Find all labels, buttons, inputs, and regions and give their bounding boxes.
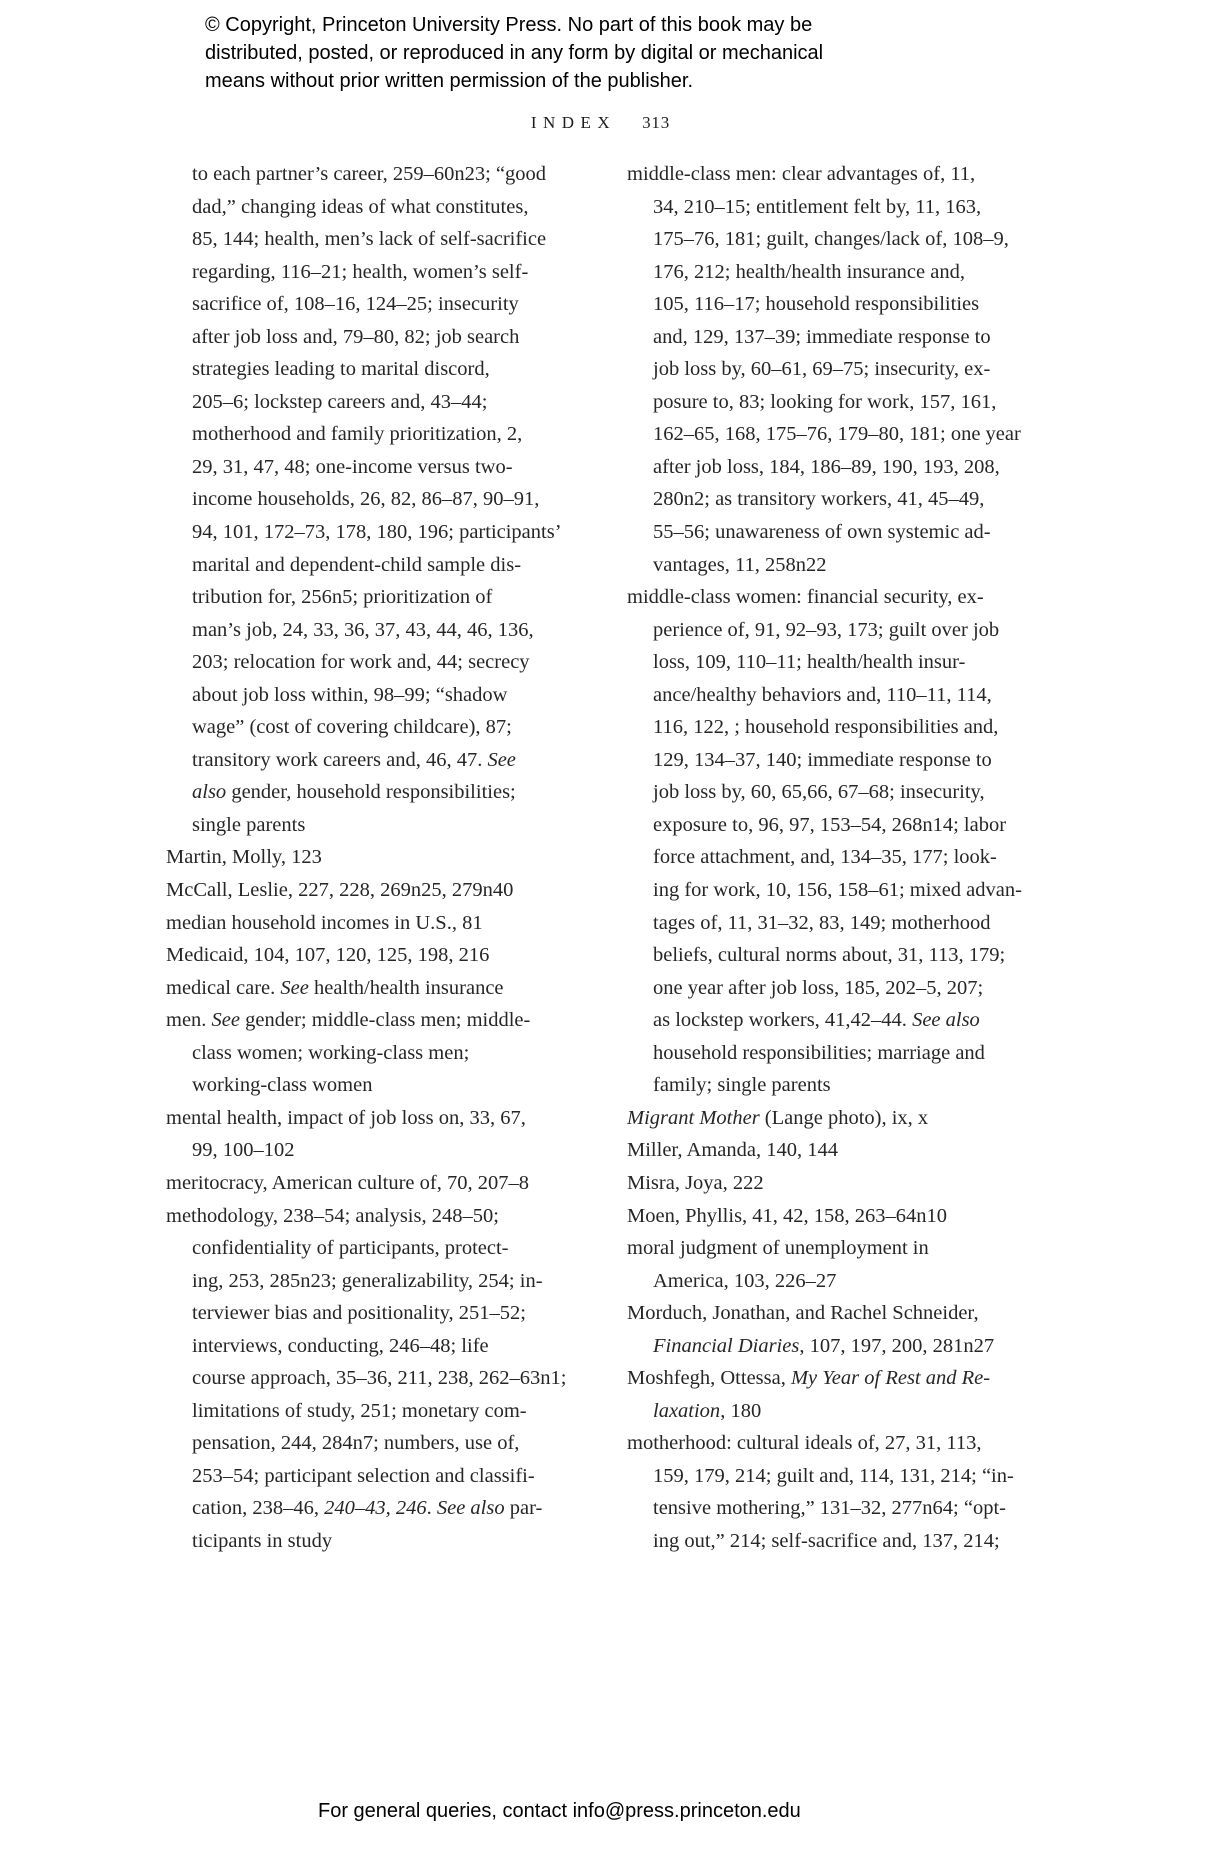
- index-line: [627, 1525, 1077, 1558]
- index-line: [627, 483, 1077, 516]
- index-left-column: [166, 158, 621, 1558]
- index-line-segment: family; single parents: [653, 1074, 831, 1097]
- index-title: INDEX: [530, 113, 617, 132]
- index-line: [627, 646, 1077, 679]
- copyright-line: distributed, posted, or reproduced in any form by digital or mechanical: [205, 42, 824, 64]
- index-line: [627, 191, 1077, 224]
- index-line-segment: McCall, Leslie, 227, 228, 269n25, 279n40: [166, 879, 514, 902]
- index-line: [166, 549, 621, 582]
- index-line: [166, 483, 621, 516]
- index-line-segment: 203; relocation for work and, 44; secrecy: [192, 651, 530, 674]
- index-line-segment: health/health insurance: [308, 976, 504, 999]
- index-line: [627, 321, 1077, 354]
- index-line: [627, 1427, 1077, 1460]
- index-line: [166, 516, 621, 549]
- index-line: [627, 711, 1077, 744]
- index-line-segment: interviews, conducting, 246–48; life: [192, 1334, 489, 1357]
- index-line-segment: Moen, Phyllis, 41, 42, 158, 263–64n10: [627, 1204, 948, 1227]
- running-head: [141, 113, 1060, 133]
- index-line: [166, 776, 621, 809]
- index-line-segment: class women; working-class men;: [192, 1041, 470, 1064]
- index-line: [627, 581, 1077, 614]
- index-line: [627, 679, 1077, 712]
- index-line: [627, 1330, 1077, 1363]
- index-line-segment: 34, 210–15; entitlement felt by, 11, 163,: [653, 195, 982, 218]
- index-line: [166, 451, 621, 484]
- index-line: [627, 809, 1077, 842]
- index-line-segment: to each partner’s career, 259–60n23; “good: [192, 163, 546, 185]
- index-line: [166, 679, 621, 712]
- index-line-segment: loss, 109, 110–11; health/health insur-: [653, 651, 966, 674]
- index-line-segment: ticipants in study: [192, 1529, 333, 1552]
- index-line-segment: median household incomes in U.S., 81: [166, 911, 483, 934]
- index-line: [166, 1330, 621, 1363]
- index-line: [627, 288, 1077, 321]
- index-line: [166, 646, 621, 679]
- index-line-segment: (Lange photo), ix, x: [759, 1106, 929, 1129]
- index-line-segment: 99, 100–102: [192, 1139, 295, 1162]
- page-number: 313: [642, 113, 671, 132]
- index-line: [627, 744, 1077, 777]
- index-line: [627, 1037, 1077, 1070]
- index-line-segment: man’s job, 24, 33, 36, 37, 43, 44, 46, 136,: [192, 618, 534, 641]
- index-line-segment: 55–56; unawareness of own systemic ad-: [653, 521, 991, 544]
- copyright-line: © Copyright, Princeton University Press. No part of this book may be: [205, 14, 813, 36]
- index-line: [166, 1265, 621, 1298]
- index-line-segment: strategies leading to marital discord,: [192, 358, 490, 381]
- index-line: [627, 841, 1077, 874]
- index-line: [166, 874, 621, 907]
- index-line: [627, 1362, 1077, 1395]
- index-line-segment: 105, 116–17; household responsibilities: [653, 293, 980, 316]
- index-line-segment: job loss by, 60–61, 69–75; insecurity, ex-: [653, 358, 991, 381]
- index-line: [627, 418, 1077, 451]
- index-line-segment-italic: Financial Diaries: [653, 1334, 800, 1357]
- index-line-segment: ing, 253, 285n23; generalizability, 254; in-: [192, 1269, 543, 1292]
- index-line: [627, 353, 1077, 386]
- index-line: [166, 288, 621, 321]
- index-line-segment: ance/healthy behaviors and, 110–11, 114,: [653, 683, 992, 706]
- index-line: [166, 386, 621, 419]
- index-line-segment: posure to, 83; looking for work, 157, 161,: [653, 390, 997, 413]
- index-line: [627, 939, 1077, 972]
- index-line-segment: vantages, 11, 258n22: [653, 553, 827, 576]
- index-line: [166, 1037, 621, 1070]
- index-line-segment: beliefs, cultural norms about, 31, 113, 179;: [653, 944, 1006, 967]
- index-line-segment: confidentiality of participants, protect-: [192, 1237, 509, 1260]
- index-line-segment: middle-class men: clear advantages of, 11,: [627, 163, 976, 185]
- index-line-segment: exposure to, 96, 97, 153–54, 268n14; labor: [653, 813, 1007, 836]
- index-line: [166, 1134, 621, 1167]
- index-line: [166, 1167, 621, 1200]
- index-line: [166, 353, 621, 386]
- index-line: [627, 1395, 1077, 1428]
- index-line: [627, 1004, 1077, 1037]
- index-line-segment: 116, 122, ; household responsibilities and,: [653, 716, 999, 739]
- index-line-segment-italic: Migrant Mother: [627, 1106, 760, 1129]
- index-line: [627, 1200, 1077, 1233]
- index-line-segment: 162–65, 168, 175–76, 179–80, 181; one year: [653, 423, 1021, 446]
- index-line-segment: tribution for, 256n5; prioritization of: [192, 586, 493, 609]
- index-line-segment: 129, 134–37, 140; immediate response to: [653, 748, 992, 771]
- footer-queries-notice: For general queries, contact info@press.princeton.edu: [318, 1800, 801, 1822]
- index-line: [627, 256, 1077, 289]
- index-line: [166, 972, 621, 1005]
- index-line: [166, 809, 621, 842]
- index-line: [627, 972, 1077, 1005]
- index-line: [166, 1525, 621, 1558]
- index-line: [627, 874, 1077, 907]
- index-line-segment: gender; middle-class men; middle-: [240, 1009, 531, 1032]
- index-line-segment: 85, 144; health, men’s lack of self-sacrifice: [192, 228, 547, 251]
- index-line: [166, 191, 621, 224]
- copyright-notice: [205, 11, 845, 95]
- index-line-segment: meritocracy, American culture of, 70, 207–8: [166, 1171, 529, 1194]
- index-line-segment: 280n2; as transitory workers, 41, 45–49,: [653, 488, 985, 511]
- index-line: [627, 1102, 1077, 1135]
- index-line: [627, 1232, 1077, 1265]
- index-line-segment: 205–6; lockstep careers and, 43–44;: [192, 390, 488, 413]
- index-line-segment: medical care.: [166, 976, 281, 999]
- index-line: [627, 386, 1077, 419]
- copyright-line: means without prior written permission of the publisher.: [205, 70, 694, 92]
- index-line-segment: ing out,” 214; self-sacrifice and, 137, 214;: [653, 1529, 1000, 1552]
- index-line: [166, 321, 621, 354]
- index-line: [166, 614, 621, 647]
- index-line-segment: working-class women: [192, 1074, 373, 1097]
- index-line-segment: after job loss and, 79–80, 82; job search: [192, 325, 520, 348]
- index-line: [627, 1069, 1077, 1102]
- index-line-segment: Morduch, Jonathan, and Rachel Schneider,: [627, 1302, 979, 1325]
- index-line-segment: regarding, 116–21; health, women’s self-: [192, 260, 529, 283]
- index-line: [166, 1395, 621, 1428]
- index-line-segment: perience of, 91, 92–93, 173; guilt over job: [653, 618, 1000, 641]
- index-line-segment-italic: See also: [436, 1497, 505, 1520]
- index-line-segment: moral judgment of unemployment in: [627, 1237, 929, 1260]
- index-line-segment-italic: My Year of Rest and Re-: [790, 1367, 991, 1390]
- index-line-segment-italic: See: [280, 976, 309, 999]
- index-line-segment: dad,” changing ideas of what constitutes,: [192, 195, 529, 218]
- index-line-segment: Medicaid, 104, 107, 120, 125, 198, 216: [166, 944, 490, 967]
- index-line: [166, 256, 621, 289]
- index-line: [166, 1102, 621, 1135]
- index-line-segment: about job loss within, 98–99; “shadow: [192, 683, 508, 706]
- index-line: [627, 223, 1077, 256]
- index-line-segment: Moshfegh, Ottessa,: [627, 1367, 791, 1390]
- index-line-segment: household responsibilities; marriage and: [653, 1041, 985, 1064]
- index-line-segment: tages of, 11, 31–32, 83, 149; motherhood: [653, 911, 991, 934]
- index-line-segment: .: [426, 1497, 437, 1520]
- index-line-segment-italic: also: [192, 781, 227, 804]
- index-line-segment: one year after job loss, 185, 202–5, 207;: [653, 976, 984, 999]
- index-right-column: [627, 158, 1077, 1558]
- index-line: [166, 907, 621, 940]
- index-line-segment: marital and dependent-child sample dis-: [192, 553, 522, 576]
- index-line-segment: Martin, Molly, 123: [166, 846, 322, 869]
- index-line: [166, 1069, 621, 1102]
- index-line-segment: 159, 179, 214; guilt and, 114, 131, 214; “in-: [653, 1464, 1014, 1487]
- index-line-segment: pensation, 244, 284n7; numbers, use of,: [192, 1432, 520, 1455]
- index-line-segment: transitory work careers and, 46, 47.: [192, 748, 488, 771]
- index-line: [627, 516, 1077, 549]
- index-line-segment: terviewer bias and positionality, 251–52;: [192, 1302, 527, 1325]
- index-line: [627, 614, 1077, 647]
- index-line: [166, 711, 621, 744]
- index-line-segment: tensive mothering,” 131–32, 277n64; “opt-: [653, 1497, 1006, 1520]
- index-line: [627, 451, 1077, 484]
- index-line-segment: sacrifice of, 108–16, 124–25; insecurity: [192, 293, 519, 316]
- index-line: [166, 581, 621, 614]
- index-line-segment: job loss by, 60, 65,66, 67–68; insecurity,: [653, 781, 985, 804]
- index-line-segment: , 180: [720, 1399, 762, 1422]
- index-line-segment: motherhood: cultural ideals of, 27, 31, 113,: [627, 1432, 982, 1455]
- index-line-segment: and, 129, 137–39; immediate response to: [653, 325, 991, 348]
- index-line-segment: after job loss, 184, 186–89, 190, 193, 208,: [653, 455, 1000, 478]
- index-line-segment: ing for work, 10, 156, 158–61; mixed advan-: [653, 879, 1022, 902]
- index-line: [627, 1297, 1077, 1330]
- index-line: [166, 1460, 621, 1493]
- index-line-segment: America, 103, 226–27: [653, 1269, 837, 1292]
- index-line: [166, 939, 621, 972]
- index-line: [166, 1297, 621, 1330]
- index-line: [627, 549, 1077, 582]
- index-line-segment: methodology, 238–54; analysis, 248–50;: [166, 1204, 499, 1227]
- index-line-segment: par-: [504, 1497, 543, 1520]
- index-line-segment-italic: See: [487, 748, 516, 771]
- index-line-segment: , 107, 197, 200, 281n27: [799, 1334, 995, 1357]
- index-line-segment-italic: 240–43, 246: [324, 1497, 427, 1520]
- index-line: [627, 1492, 1077, 1525]
- index-line-segment: force attachment, and, 134–35, 177; look-: [653, 846, 997, 869]
- index-line: [166, 841, 621, 874]
- index-line-segment: Misra, Joya, 222: [627, 1171, 764, 1194]
- index-line: [166, 158, 621, 191]
- index-line-segment: 29, 31, 47, 48; one-income versus two-: [192, 455, 513, 478]
- index-line: [166, 418, 621, 451]
- index-line-segment: 94, 101, 172–73, 178, 180, 196; participants’: [192, 521, 562, 544]
- index-line-segment: Miller, Amanda, 140, 144: [627, 1139, 838, 1162]
- index-line: [166, 1200, 621, 1233]
- index-line-segment: as lockstep workers, 41,42–44.: [653, 1009, 913, 1032]
- index-line-segment: limitations of study, 251; monetary com-: [192, 1399, 527, 1422]
- index-line: [166, 744, 621, 777]
- index-line-segment: motherhood and family prioritization, 2,: [192, 423, 523, 446]
- index-line-segment: single parents: [192, 813, 306, 836]
- index-line: [627, 1167, 1077, 1200]
- index-line-segment: gender, household responsibilities;: [226, 781, 516, 804]
- index-line-segment: 175–76, 181; guilt, changes/lack of, 108–9,: [653, 228, 1009, 251]
- index-line-segment: 176, 212; health/health insurance and,: [653, 260, 965, 283]
- index-line: [627, 1265, 1077, 1298]
- index-line: [627, 158, 1077, 191]
- index-line-segment: middle-class women: financial security, ex-: [627, 586, 984, 609]
- index-line: [627, 1134, 1077, 1167]
- index-line-segment: men.: [166, 1009, 212, 1032]
- index-line-segment: mental health, impact of job loss on, 33, 67,: [166, 1106, 526, 1129]
- index-line-segment-italic: See also: [912, 1009, 980, 1032]
- index-line-segment: income households, 26, 82, 86–87, 90–91,: [192, 488, 540, 511]
- index-line: [166, 1004, 621, 1037]
- index-line: [166, 1492, 621, 1525]
- index-line: [166, 1362, 621, 1395]
- index-line-segment-italic: laxation: [653, 1399, 721, 1422]
- index-line-segment: wage” (cost of covering childcare), 87;: [192, 716, 512, 739]
- index-line: [627, 907, 1077, 940]
- index-line-segment: course approach, 35–36, 211, 238, 262–63n1;: [192, 1367, 567, 1390]
- index-line-segment-italic: See: [211, 1009, 240, 1032]
- index-line: [166, 1232, 621, 1265]
- index-line: [166, 1427, 621, 1460]
- index-line-segment: 253–54; participant selection and classifi-: [192, 1464, 535, 1487]
- index-line: [627, 1460, 1077, 1493]
- index-line: [627, 776, 1077, 809]
- index-line-segment: cation, 238–46,: [192, 1497, 325, 1520]
- index-line: [166, 223, 621, 256]
